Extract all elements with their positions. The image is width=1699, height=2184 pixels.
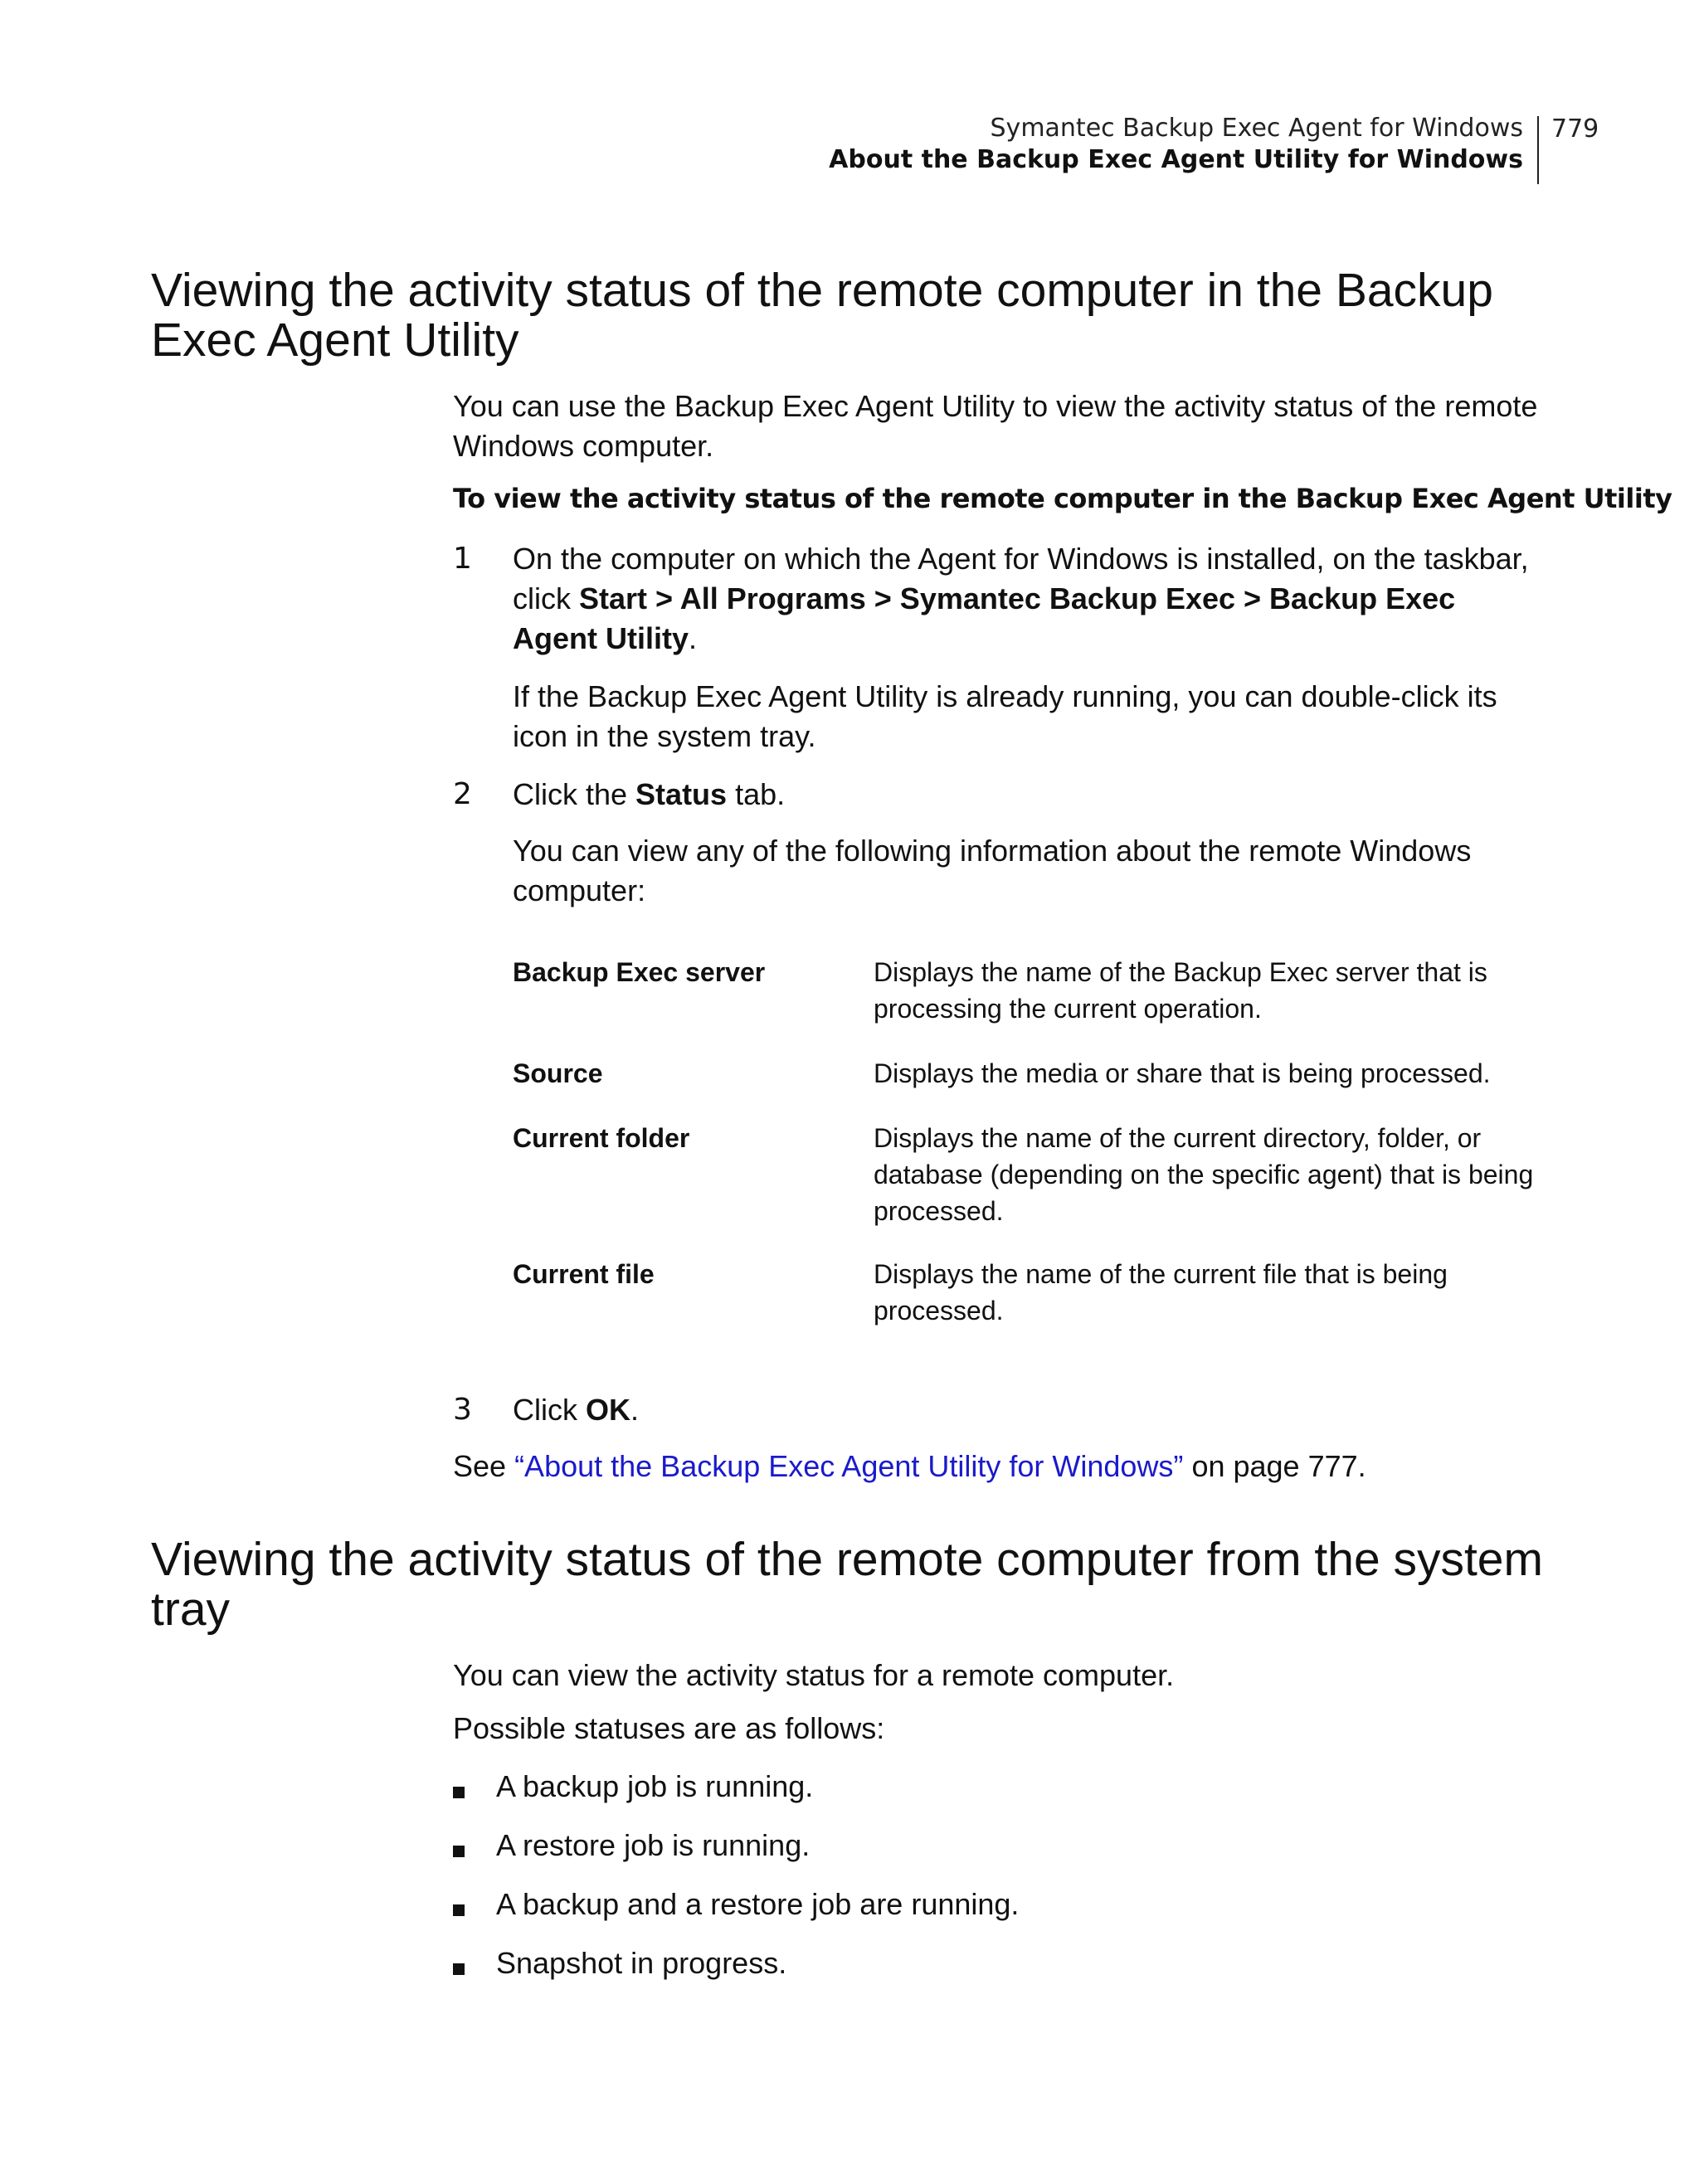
step3-number: 3: [453, 1393, 472, 1427]
step3-text-b: .: [630, 1393, 640, 1427]
step2-note: You can view any of the following information about the remote Windows computer:: [513, 834, 1472, 907]
table-term: Source: [513, 1058, 603, 1088]
bullet-square-icon: [453, 1787, 465, 1798]
statuses-intro: Possible statuses are as follows:: [453, 1711, 885, 1745]
step2-number: 2: [453, 777, 472, 811]
section2-heading-line1: Viewing the activity status of the remote computer from the system: [151, 1533, 1543, 1586]
table-term: Current folder: [513, 1123, 690, 1153]
see-also-suffix: on page 777.: [1183, 1449, 1366, 1483]
table-definition: Displays the media or share that is being processed.: [874, 1058, 1491, 1088]
list-item: A backup job is running.: [496, 1769, 814, 1803]
section1-heading-line2: Exec Agent Utility: [151, 314, 519, 367]
step2-text-b: tab.: [727, 777, 786, 811]
list-item: A backup and a restore job are running.: [496, 1887, 1020, 1921]
table-definition: Displays the name of the Backup Exec server that is processing the current operation.: [874, 957, 1487, 1024]
section2-intro: You can view the activity status for a remote computer.: [453, 1658, 1175, 1692]
bullet-square-icon: [453, 1846, 465, 1857]
bullet-square-icon: [453, 1963, 465, 1975]
step2-text: [513, 775, 1541, 815]
section1-heading-line1: Viewing the activity status of the remote computer in the Backup: [151, 264, 1493, 317]
table-term: Backup Exec server: [513, 957, 766, 987]
bullet-square-icon: [453, 1904, 465, 1916]
section2-heading-line2: tray: [151, 1583, 231, 1636]
table-term: Current file: [513, 1259, 655, 1289]
header-divider: [1537, 116, 1539, 184]
step1-text-b: .: [689, 621, 698, 655]
step2-status-label: Status: [635, 777, 728, 811]
section1-heading: [151, 265, 1561, 365]
step1-number: 1: [453, 542, 472, 576]
step3-text-a: Click: [513, 1393, 586, 1427]
step1-menu-path: Start > All Programs > Symantec Backup Exec > Backup Exec Agent Utility: [513, 581, 1456, 655]
step3-text: [513, 1390, 1541, 1430]
table-definition: Displays the name of the current file that is being processed.: [874, 1259, 1448, 1325]
see-also-prefix: See: [453, 1449, 515, 1483]
header-chapter: Symantec Backup Exec Agent for Windows: [990, 114, 1523, 143]
page-number: 779: [1551, 114, 1599, 143]
section2-heading: [151, 1535, 1561, 1634]
see-also-link[interactable]: “About the Backup Exec Agent Utility for Windows”: [514, 1449, 1184, 1483]
section1-intro: You can use the Backup Exec Agent Utility to view the activity status of the remote Windows computer.: [453, 389, 1538, 463]
step2-text-a: Click the: [513, 777, 636, 811]
step1-text-a: On the computer on which the Agent for Windows is installed, on the taskbar, click: [513, 542, 1529, 615]
step1-note: If the Backup Exec Agent Utility is already running, you can double-click its icon in the system tray.: [513, 679, 1497, 753]
step3-ok-label: OK: [586, 1393, 630, 1427]
see-also: [453, 1447, 1556, 1486]
header-section: About the Backup Exec Agent Utility for Windows: [829, 145, 1523, 174]
procedure-title: To view the activity status of the remote computer in the Backup Exec Agent Utility: [453, 483, 1672, 514]
list-item: A restore job is running.: [496, 1828, 811, 1862]
table-definition: Displays the name of the current directory, folder, or database (depending on the specific agent) that is being processed.: [874, 1123, 1534, 1226]
step1-text: [513, 539, 1541, 659]
list-item: Snapshot in progress.: [496, 1946, 787, 1980]
running-header: [829, 113, 1523, 176]
